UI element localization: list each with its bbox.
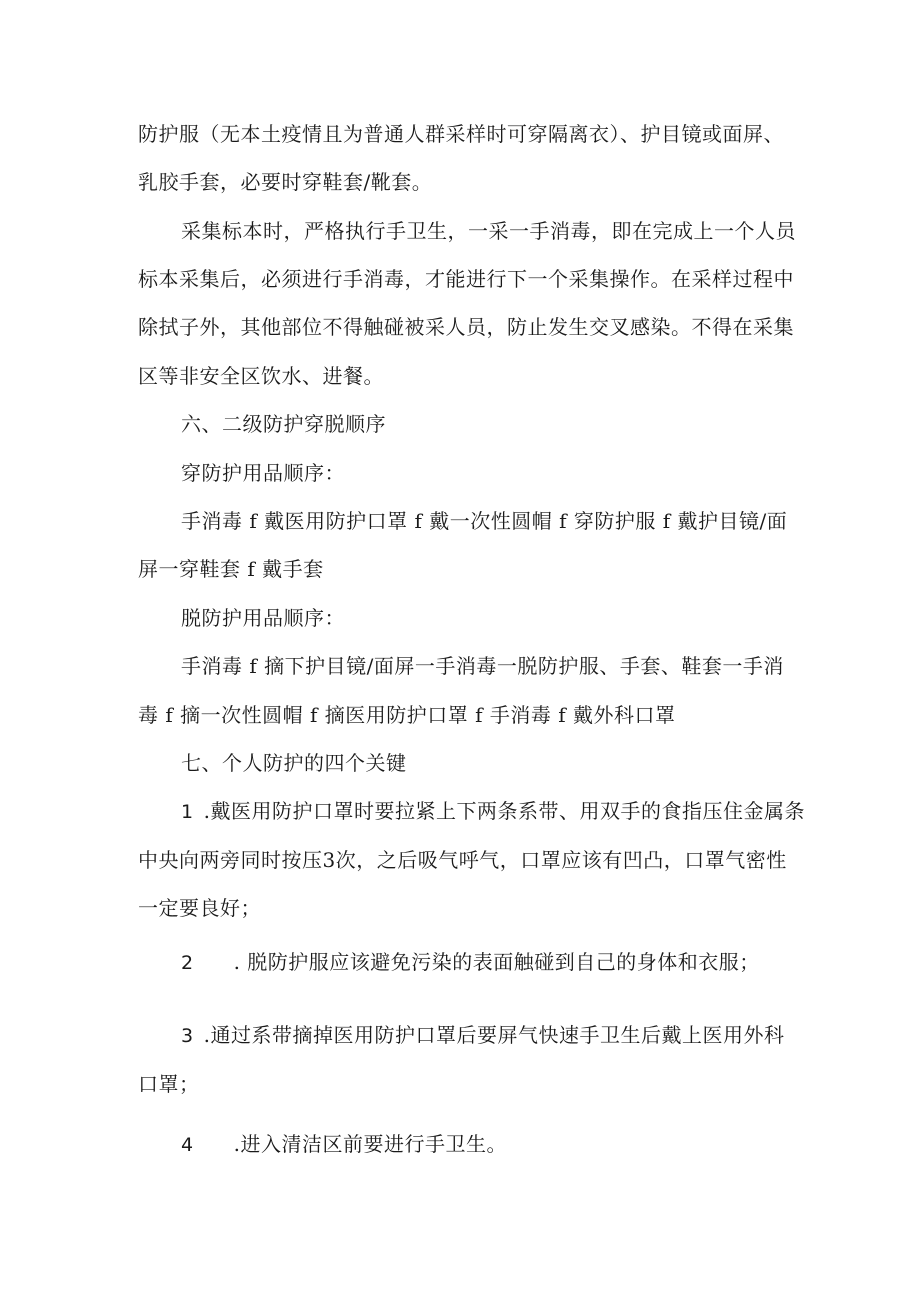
- list-text: . 脱防护服应该避免污染的表面触碰到自己的身体和衣服；: [233, 950, 760, 974]
- list-item: [181, 798, 805, 825]
- paragraph-line: 区等非安全区饮水、进餐。: [138, 364, 384, 388]
- list-number: 4: [181, 1134, 194, 1156]
- list-number: 2: [181, 952, 194, 974]
- list-text: .进入清洁区前要进行手卫生。: [233, 1132, 507, 1156]
- paragraph-line: 手消毒 f 戴医用防护口罩 f 戴一次性圆帽 f 穿防护服 f 戴护目镜/面: [181, 509, 788, 533]
- paragraph-line: 一定要良好；: [138, 896, 261, 920]
- list-item: [181, 949, 760, 976]
- list-text: .戴医用防护口罩时要拉紧上下两条系带、用双手的食指压住金属条: [203, 799, 805, 823]
- paragraph-line: 屏一穿鞋套 f 戴手套: [138, 557, 324, 581]
- paragraph-line: 防护服（无本土疫情且为普通人群采样时可穿隔离衣）、护目镜或面屏、: [138, 122, 784, 146]
- list-text: .通过系带摘掉医用防护口罩后要屏气快速手卫生后戴上医用外科: [203, 1023, 785, 1047]
- section-heading: 六、二级防护穿脱顺序: [181, 412, 386, 436]
- paragraph-line: 标本采集后，必须进行手消毒，才能进行下一个采集操作。在采样过程中: [138, 267, 794, 291]
- list-number: 1: [181, 801, 194, 823]
- subheading: 脱防护用品顺序：: [181, 606, 345, 630]
- section-heading: 七、个人防护的四个关键: [181, 751, 407, 775]
- paragraph-line: 除拭子外，其他部位不得触碰被采人员，防止发生交叉感染。不得在采集: [138, 315, 794, 339]
- paragraph-line: 乳胶手套，必要时穿鞋套/靴套。: [138, 170, 433, 194]
- list-number: 3: [181, 1025, 194, 1047]
- subheading: 穿防护用品顺序：: [181, 461, 345, 485]
- paragraph-line: 中央向两旁同时按压3次，之后吸气呼气，口罩应该有凹凸，口罩气密性: [138, 848, 787, 872]
- paragraph-line: 口罩；: [138, 1072, 200, 1096]
- list-item: [181, 1131, 507, 1158]
- paragraph-line: 采集标本时，严格执行手卫生，一采一手消毒，即在完成上一个人员: [181, 219, 796, 243]
- paragraph-line: 毒 f 摘一次性圆帽 f 摘医用防护口罩 f 手消毒 f 戴外科口罩: [138, 703, 676, 727]
- paragraph-line: 手消毒 f 摘下护目镜/面屏一手消毒一脱防护服、手套、鞋套一手消: [181, 654, 784, 678]
- list-item: [181, 1022, 784, 1049]
